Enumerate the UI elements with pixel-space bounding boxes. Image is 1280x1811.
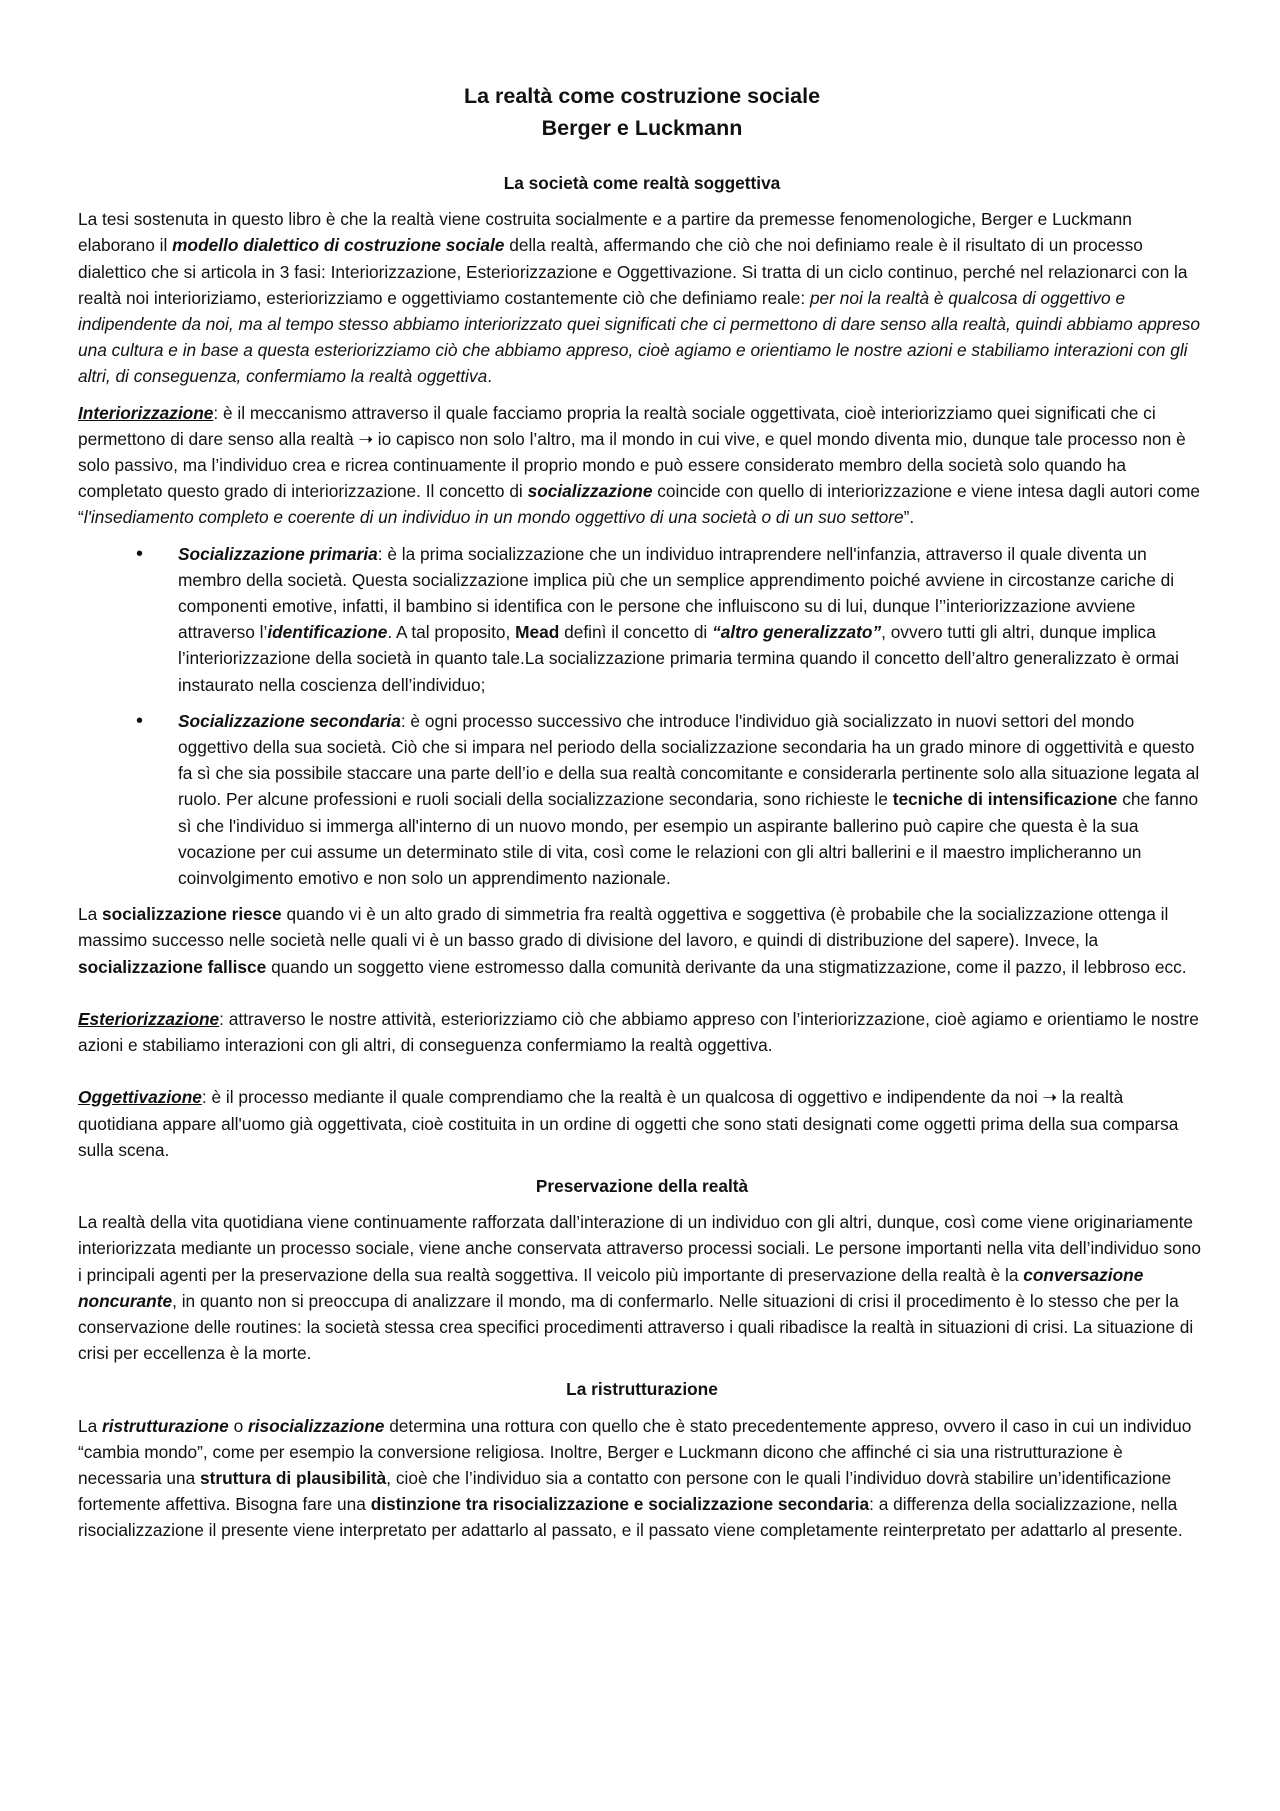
text-run: , ovvero tutti gli altri, dunque implica l’interiorizzazione della società in quanto tale.La socializzazione primaria termina quando il concetto dell’altro generalizzato è ormai instaurato nella coscienza dell’individuo; xyxy=(178,622,1179,695)
esteriorizzazione-paragraph xyxy=(78,1006,1206,1058)
socializzazione-esito-paragraph xyxy=(78,901,1206,980)
oggettivazione-paragraph xyxy=(78,1084,1206,1163)
text-run: definì il concetto di xyxy=(559,622,713,643)
emphasis-text: “altro generalizzato” xyxy=(712,622,882,643)
text-run: coincide con quello di interiorizzazione e viene intesa dagli autori come “ xyxy=(78,481,1200,528)
text-run: : è la prima socializzazione che un individuo intraprendere nell'infanzia, attraverso il quale diventa un membro della società. Questa socializzazione implica più che un semplice apprendimento poiché avviene in circostanze cariche di componenti emotive, infatti, il bambino si identifica con le persone che influiscono su di lui, dunque l’’interiorizzazione avviene attraverso l’ xyxy=(178,543,1175,643)
ristrutturazione-paragraph xyxy=(78,1413,1206,1544)
text-run: . xyxy=(487,366,493,387)
text-run: , cioè che l’individuo sia a contatto con persone con le quali l’individuo dovrà stabilire un’identificazione fortemente affettiva. Bisogna fare una xyxy=(78,1467,1172,1515)
bold-text: socializzazione fallisce xyxy=(78,956,267,977)
text-run: : è ogni processo successivo che introduce l'individuo già socializzato in nuovi settori del mondo oggettivo della sua società. Ciò che si impara nel periodo della socializzazione secondaria ha un grado minore di oggettività e questo fa sì che sia possibile staccare una parte dell’io e della sua realtà concomitante e considerarla pertinente solo alla situazione legata al ruolo. Per alcune professioni e ruoli sociali della socializzazione secondaria, sono richieste le xyxy=(178,710,1200,810)
text-run: o xyxy=(228,1415,248,1436)
italic-text: per noi la realtà è qualcosa di oggettivo e indipendente da noi, ma al tempo stesso abbiamo interiorizzato quei significati che ci permettono di dare senso alla realtà, quindi abbiamo appreso una cultura e in base a questa esteriorizziamo ciò che abbiamo appreso, cioè agiamo e orientiamo le nostre azioni e stabiliamo interazioni con gli altri, di conseguenza, confermiamo la realtà oggettiva xyxy=(78,287,1201,387)
text-run: : è il meccanismo attraverso il quale facciamo propria la realtà sociale oggettivata, cioè interiorizziamo quei significati che ci permettono di dare senso alla realtà ➝ io capisco non solo l’altro, ma il mondo in cui vive, e quel mondo diventa mio, dunque tale processo non è solo passivo, ma l’individuo crea e ricrea continuamente il proprio mondo e può essere considerato membro della società solo quando ha completato questo grado di interiorizzazione. Il concetto di xyxy=(78,402,1186,502)
text-run: : a differenza della socializzazione, nella risocializzazione il presente viene interpretato per adattarlo al passato, e il passato viene completamente reinterpretato per adattarlo al presente. xyxy=(78,1494,1183,1541)
term-interiorizzazione: Interiorizzazione xyxy=(78,402,214,423)
text-run: della realtà, affermando che ciò che noi definiamo reale è il risultato di un processo dialettico che si articola in 3 fasi: Interiorizzazione, Esteriorizzazione e Oggettivazione. Si tratta di un ciclo continuo, perché nel relazionarci con la realtà noi interioriziamo, esteriorizziamo e oggettiviamo costantemente ciò che definiamo reale: xyxy=(78,235,1188,308)
emphasis-text: ristrutturazione xyxy=(102,1415,229,1436)
text-run: che fanno sì che l'individuo si immerga all'interno di un nuovo mondo, per esempio un aspirante ballerino può capire che questa è la sua vocazione per cui assume un determinato stile di vita, così come le relazioni con gli altri ballerini e il maestro implicheranno un coinvolgimento emotivo e non solo un apprendimento nazionale. xyxy=(178,789,1199,889)
text-run: La xyxy=(78,904,103,925)
text-run: ”. xyxy=(903,507,915,528)
text-run: La tesi sostenuta in questo libro è che la realtà viene costruita socialmente e a partire da premesse fenomenologiche, Berger e Luckmann elaborano il xyxy=(78,209,1132,256)
emphasis-text: conversazione noncurante xyxy=(78,1264,1144,1311)
document-title xyxy=(78,80,1206,144)
emphasis-text: socializzazione xyxy=(527,481,653,502)
text-run: . A tal proposito, xyxy=(387,622,516,643)
list-item-socializzazione-secondaria xyxy=(178,708,1206,891)
term-oggettivazione: Oggettivazione xyxy=(78,1087,202,1108)
document-page xyxy=(78,80,1206,1544)
term-socializzazione-secondaria: Socializzazione secondaria xyxy=(178,710,401,731)
section-heading-ristrutturazione: La ristrutturazione xyxy=(566,1379,718,1400)
text-run: La xyxy=(78,1415,103,1436)
text-run: quando vi è un alto grado di simmetria fra realtà oggettiva e soggettiva (è probabile che la socializzazione ottenga il massimo successo nelle società nelle quali vi è un basso grado di divisione del lavoro, e quindi di distribuzione del sapere). Invece, la xyxy=(78,904,1169,951)
emphasis-text: modello dialettico di costruzione sociale xyxy=(172,235,505,256)
bold-text: tecniche di intensificazione xyxy=(892,789,1118,810)
preservazione-paragraph xyxy=(78,1209,1206,1366)
list-item-socializzazione-primaria xyxy=(178,541,1206,698)
interiorizzazione-paragraph xyxy=(78,400,1206,531)
emphasis-text: identificazione xyxy=(267,622,388,643)
term-socializzazione-primaria: Socializzazione primaria xyxy=(178,543,378,564)
bold-text: Mead xyxy=(515,622,560,643)
text-run: : attraverso le nostre attività, esteriorizziamo ciò che abbiamo appreso con l’interiorizzazione, cioè agiamo e orientiamo le nostre azioni e stabiliamo interazioni con gli altri, di conseguenza confermiamo la realtà oggettiva. xyxy=(78,1008,1199,1056)
section-heading-preservazione: Preservazione della realtà xyxy=(535,1175,749,1196)
text-run: quando un soggetto viene estromesso dalla comunità derivante da una stigmatizzazione, come il pazzo, il lebbroso ecc. xyxy=(266,956,1187,977)
bold-text: distinzione tra risocializzazione e socializzazione secondaria xyxy=(370,1494,870,1515)
bold-text: socializzazione riesce xyxy=(102,904,282,925)
term-esteriorizzazione: Esteriorizzazione xyxy=(78,1008,220,1029)
text-run: La realtà della vita quotidiana viene continuamente rafforzata dall’interazione di un individuo con gli altri, dunque, così come viene originariamente interiorizzata mediante un processo sociale, viene anche conservata attraverso processi sociali. Le persone importanti nella vita dell’individuo sono i principali agenti per la preservazione della sua realtà soggettiva. Il veicolo più importante di preservazione della realtà è la xyxy=(78,1212,1201,1285)
section-heading-soggettiva: La società come realtà soggettiva xyxy=(503,173,781,193)
text-run: : è il processo mediante il quale comprendiamo che la realtà è un qualcosa di oggettivo e indipendente da noi ➝ la realtà quotidiana appare all'uomo già oggettivata, cioè costituita in un ordine di oggetti che sono stati designati come oggetti prima della sua comparsa sulla scena. xyxy=(78,1087,1179,1160)
bold-text: struttura di plausibilità xyxy=(200,1467,387,1488)
italic-text: l'insediamento completo e coerente di un individuo in un mondo oggettivo di una società o di un suo settore xyxy=(83,507,904,528)
socializzazione-list xyxy=(78,541,1206,892)
text-run: , in quanto non si preoccupa di analizzare il mondo, ma di confermarlo. Nelle situazioni di crisi il procedimento è lo stesso che per la conservazione delle routines: la società stessa crea specifici procedimenti attraverso i quali ribadisce la realtà in situazioni di crisi. La situazione di crisi per eccellenza è la morte. xyxy=(78,1290,1194,1364)
text-run: determina una rottura con quello che è stato precedentemente appreso, ovvero il caso in cui un individuo “cambia mondo”, come per esempio la conversione religiosa. Inoltre, Berger e Luckmann dicono che affinché ci sia una ristrutturazione è necessaria una xyxy=(78,1415,1192,1488)
emphasis-text: risocializzazione xyxy=(248,1415,385,1436)
title-line-1: La realtà come costruzione sociale xyxy=(463,84,821,108)
intro-paragraph xyxy=(78,206,1206,389)
title-line-2: Berger e Luckmann xyxy=(541,116,743,140)
